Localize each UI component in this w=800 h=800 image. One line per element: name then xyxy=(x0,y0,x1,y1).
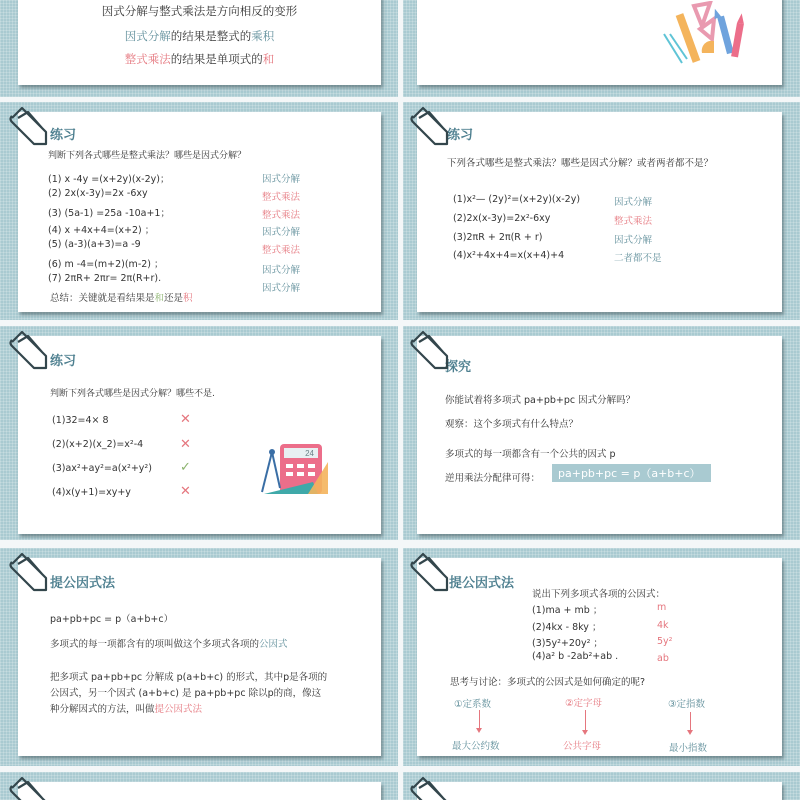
paperclip-icon xyxy=(6,104,50,148)
paperclip-icon xyxy=(6,550,50,594)
expr-7: (7) 2πR+ 2πr= 2π(R+r). xyxy=(48,273,162,284)
slide-card xyxy=(417,0,782,85)
slide-explore[interactable] xyxy=(403,326,800,540)
summary: 总结：关键就是看结果是和还是积 xyxy=(50,293,193,304)
definition: 多项式的每一项都含有的项叫做这个多项式各项的公因式 xyxy=(50,639,288,650)
answer-3: 因式分解 xyxy=(614,235,653,246)
question: 判断下列各式哪些是因式分解？哪些不是. xyxy=(50,389,215,399)
slide-next-left[interactable] xyxy=(0,772,398,800)
slide-common-factor-1[interactable] xyxy=(0,548,398,766)
highlighted-formula: pa+pb+pc = p（a+b+c） xyxy=(552,464,711,482)
step-3-label: ③定指数 xyxy=(668,699,706,710)
paragraph-line-1: 把多项式 pa+pb+pc 分解成 p(a+b+c) 的形式，其中p是各项的 xyxy=(50,672,328,683)
summary-line-2: 因式分解的结果是整式的乘积 xyxy=(124,29,275,43)
summary-line-1: 因式分解与整式乘法是方向相反的变形 xyxy=(101,4,298,18)
summary-line-3: 整式乘法的结果是单项式的和 xyxy=(124,52,275,66)
step-2-result: 公共字母 xyxy=(563,741,602,752)
question: 说出下列多项式各项的公因式： xyxy=(532,589,666,600)
slide-practice-1[interactable] xyxy=(0,102,398,320)
slide-title: 提公因式法 xyxy=(449,576,515,591)
svg-text:24: 24 xyxy=(305,449,314,458)
wrong-icon: ✕ xyxy=(180,437,191,452)
slide-title: 练习 xyxy=(447,128,474,143)
answer-7: 因式分解 xyxy=(262,283,301,294)
expr-1: (1)ma + mb ； xyxy=(532,605,603,616)
expr-5: (5) (a-3)(a+3)=a -9 xyxy=(48,239,141,250)
slide-card xyxy=(18,0,381,85)
slide-common-factor-2[interactable] xyxy=(403,548,800,766)
paperclip-icon xyxy=(6,328,50,372)
expr-1: (1)32=4× 8 xyxy=(52,415,109,426)
slide-card xyxy=(417,336,782,534)
expr-3: (3)2πR + 2π(R + r) xyxy=(453,232,543,243)
expr-4: (4) x +4x+4=(x+2) ； xyxy=(48,225,155,236)
answer-1: 因式分解 xyxy=(262,174,301,185)
answer-3: 整式乘法 xyxy=(262,210,301,221)
wrong-icon: ✕ xyxy=(180,412,191,427)
explore-line-1: 你能试着将多项式 pa+pb+pc 因式分解吗？ xyxy=(445,395,636,406)
slide-card xyxy=(417,558,782,756)
step-1-label: ①定系数 xyxy=(454,699,492,710)
expr-3: (3)ax²+ay²=a(x²+y²) xyxy=(52,463,152,474)
answer-6: 因式分解 xyxy=(262,265,301,276)
answer-4: 因式分解 xyxy=(262,227,301,238)
expr-6: (6) m -4=(m+2)(m-2) ； xyxy=(48,259,164,270)
expr-2: (2) 2x(x-3y)=2x -6xy xyxy=(48,188,148,199)
step-1-result: 最大公约数 xyxy=(452,741,500,752)
check-icon: ✓ xyxy=(180,460,191,475)
slide-decor[interactable] xyxy=(403,0,800,97)
slide-summary[interactable] xyxy=(0,0,398,97)
slide-card xyxy=(417,782,782,800)
step-2-label: ②定字母 xyxy=(565,698,603,709)
slide-title: 提公因式法 xyxy=(50,576,116,591)
step-3-result: 最小指数 xyxy=(669,743,708,754)
answer-1: m xyxy=(657,602,667,613)
paragraph-line-2: 公因式，另一个因式 (a+b+c) 是 pa+pb+pc 除以p的商，像这 xyxy=(50,688,322,699)
question: 判断下列各式哪些是整式乘法？哪些是因式分解？ xyxy=(48,151,247,161)
expr-2: (2)(x+2)(x_2)=x²-4 xyxy=(52,439,144,450)
slide-title: 探究 xyxy=(445,360,472,375)
slide-next-right[interactable] xyxy=(403,772,800,800)
answer-3: 5y² xyxy=(657,636,673,647)
down-arrow-icon xyxy=(585,710,586,732)
answer-2: 整式乘法 xyxy=(262,192,301,203)
question: 下列各式哪些是整式乘法？哪些是因式分解？或者两者都不是？ xyxy=(447,158,714,169)
expr-4: (4)a² b -2ab²+ab . xyxy=(532,651,619,662)
slide-card xyxy=(18,558,381,756)
paperclip-icon xyxy=(407,328,451,372)
explore-line-2: 观察：这个多项式有什么特点？ xyxy=(445,419,579,430)
slide-card xyxy=(18,782,381,800)
paragraph-line-3: 种分解因式的方法，叫做提公因式法 xyxy=(50,704,203,715)
paperclip-icon xyxy=(407,550,451,594)
paperclip-icon xyxy=(6,774,50,800)
answer-1: 因式分解 xyxy=(614,197,653,208)
expr-3: (3)5y²+20y² ； xyxy=(532,638,603,649)
answer-4: 二者都不是 xyxy=(614,253,662,264)
derive-label: 逆用乘法分配律可得： xyxy=(445,473,541,484)
expr-2: (2)2x(x-3y)=2x²-6xy xyxy=(453,213,551,224)
expr-2: (2)4kx - 8ky ； xyxy=(532,622,602,633)
slide-title: 练习 xyxy=(50,128,77,143)
calculator-illustration xyxy=(258,442,333,498)
slide-card xyxy=(18,112,381,312)
answer-4: ab xyxy=(657,653,669,664)
expr-1: (1)x²— (2y)²=(x+2y)(x-2y) xyxy=(453,194,581,205)
down-arrow-icon xyxy=(690,712,691,732)
slide-practice-3[interactable] xyxy=(0,326,398,540)
formula: pa+pb+pc = p（a+b+c） xyxy=(50,614,174,625)
answer-5: 整式乘法 xyxy=(262,245,301,256)
expr-1: (1) x -4y =(x+2y)(x-2y)； xyxy=(48,174,170,185)
answer-2: 4k xyxy=(657,620,669,631)
expr-3: (3) (5a-1) =25a -10a+1； xyxy=(48,208,170,219)
stationery-illustration xyxy=(662,1,762,66)
wrong-icon: ✕ xyxy=(180,484,191,499)
expr-4: (4)x²+4x+4=x(x+4)+4 xyxy=(453,250,565,261)
slide-title: 练习 xyxy=(50,354,77,369)
down-arrow-icon xyxy=(479,710,480,730)
slide-practice-2[interactable] xyxy=(403,102,800,320)
answer-2: 整式乘法 xyxy=(614,216,653,227)
explore-line-3: 多项式的每一项都含有一个公共的因式 p xyxy=(445,449,616,460)
slide-card xyxy=(417,112,782,312)
discussion: 思考与讨论：多项式的公因式是如何确定的呢? xyxy=(450,677,646,688)
paperclip-icon xyxy=(407,104,451,148)
slide-card xyxy=(18,336,381,534)
paperclip-icon xyxy=(407,774,451,800)
expr-4: (4)x(y+1)=xy+y xyxy=(52,487,131,498)
